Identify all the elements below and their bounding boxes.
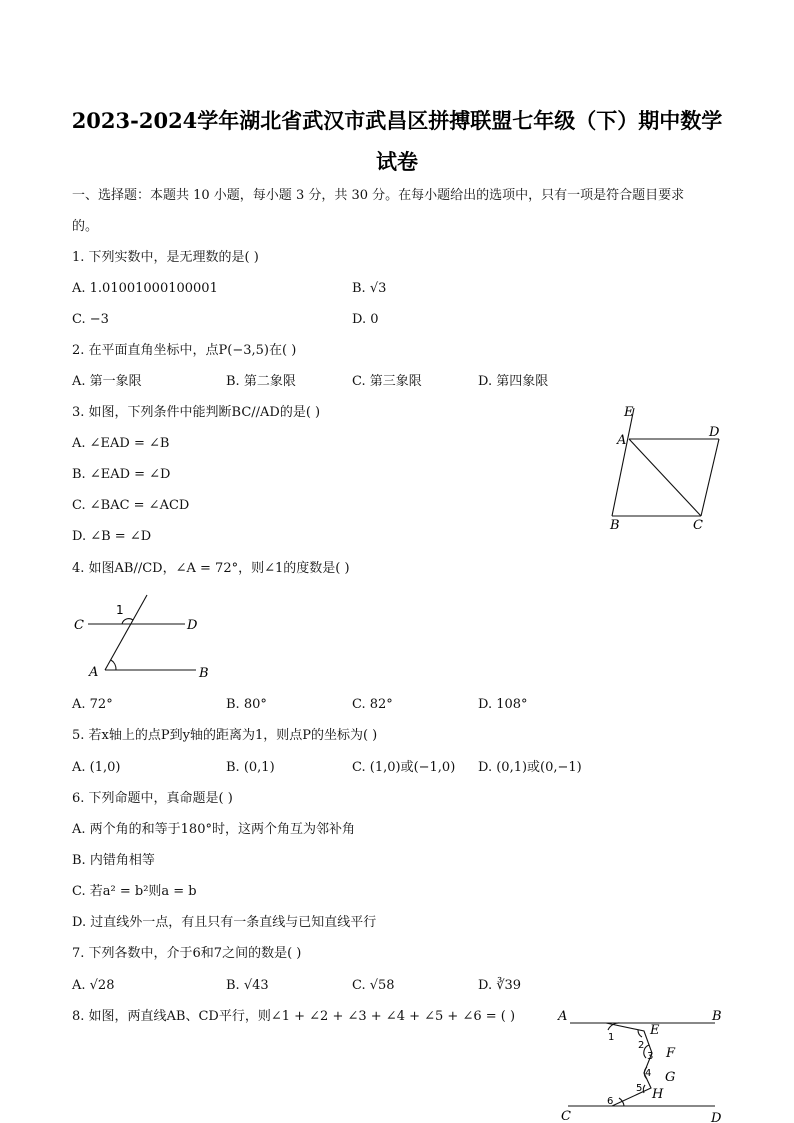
- fig3-label-a: A: [617, 433, 627, 448]
- question-3-option-c: C. ∠BAC = ∠ACD: [72, 498, 190, 513]
- fig8-label-f: F: [666, 1046, 676, 1061]
- question-3-option-b: B. ∠EAD = ∠D: [72, 467, 171, 482]
- question-4-figure: [70, 590, 220, 685]
- question-1-option-d: D. 0: [352, 312, 379, 327]
- question-1-stem: 1. 下列实数中，是无理数的是( ): [72, 250, 259, 265]
- question-3-option-a: A. ∠EAD = ∠B: [72, 436, 170, 451]
- fig8-angle-6: 6: [607, 1096, 614, 1107]
- fig8-angle-1: 1: [608, 1032, 615, 1043]
- fig8-angle-2: 2: [638, 1040, 645, 1051]
- fig8-label-b: B: [712, 1009, 722, 1024]
- fig8-angle-5: 5: [636, 1083, 643, 1094]
- section-heading-line2: 的。: [72, 219, 99, 234]
- fig4-label-1: 1: [116, 603, 124, 617]
- question-5-stem: 5. 若x轴上的点P到y轴的距离为1，则点P的坐标为( ): [72, 728, 378, 743]
- question-6-option-c: C. 若a² = b²则a = b: [72, 884, 197, 899]
- question-4-option-a: A. 72°: [72, 697, 113, 712]
- fig3-label-b: B: [610, 518, 620, 533]
- question-1-option-b: B. √3: [352, 281, 387, 296]
- question-5-option-b: B. (0,1): [226, 760, 275, 775]
- fig3-label-d: D: [709, 425, 720, 440]
- fig8-angle-4: 4: [645, 1068, 652, 1079]
- question-2-option-b: B. 第二象限: [226, 374, 296, 389]
- fig8-label-c: C: [561, 1109, 571, 1123]
- fig8-label-d: D: [711, 1111, 722, 1123]
- question-4-option-b: B. 80°: [226, 697, 267, 712]
- question-3-stem: 3. 如图，下列条件中能判断BC//AD的是( ): [72, 405, 321, 420]
- page-title-line2: 试卷: [376, 149, 418, 174]
- question-2-option-a: A. 第一象限: [72, 374, 142, 389]
- question-5-option-a: A. (1,0): [72, 760, 121, 775]
- question-6-option-b: B. 内错角相等: [72, 853, 155, 868]
- question-7-stem: 7. 下列各数中，介于6和7之间的数是( ): [72, 946, 302, 961]
- question-6-stem: 6. 下列命题中，真命题是( ): [72, 791, 233, 806]
- question-6-option-a: A. 两个角的和等于180°时，这两个角互为邻补角: [72, 822, 355, 837]
- fig8-label-g: G: [665, 1070, 676, 1085]
- question-4-option-c: C. 82°: [352, 697, 393, 712]
- fig4-label-b: B: [199, 666, 209, 681]
- question-3-option-d: D. ∠B = ∠D: [72, 529, 152, 544]
- question-8-figure: [550, 1000, 730, 1123]
- question-4-stem: 4. 如图AB//CD，∠A = 72°，则∠1的度数是( ): [72, 561, 350, 576]
- fig8-angle-3: 3: [647, 1051, 654, 1062]
- fig3-label-e: E: [624, 405, 634, 420]
- question-7-option-b: B. √43: [226, 978, 269, 993]
- fig8-label-h: H: [652, 1087, 664, 1102]
- question-1-option-c: C. −3: [72, 312, 109, 327]
- fig4-label-d: D: [187, 618, 198, 633]
- question-8-stem: 8. 如图，两直线AB、CD平行，则∠1 + ∠2 + ∠3 + ∠4 + ∠5 + ∠6 = ( ): [72, 1009, 516, 1024]
- question-2-option-c: C. 第三象限: [352, 374, 422, 389]
- question-5-option-d: D. (0,1)或(0,−1): [478, 760, 582, 775]
- fig8-label-a: A: [558, 1009, 568, 1024]
- question-2-stem: 2. 在平面直角坐标中，点P(−3,5)在( ): [72, 343, 297, 358]
- fig4-label-a: A: [89, 665, 99, 680]
- question-7-option-d: D. ∛39: [478, 978, 522, 993]
- fig4-label-c: C: [74, 618, 84, 633]
- section-heading: 一、选择题：本题共 10 小题，每小题 3 分，共 30 分。在每小题给出的选项中，只有一项是符合题目要求: [72, 188, 685, 203]
- question-7-option-c: C. √58: [352, 978, 395, 993]
- question-7-option-a: A. √28: [72, 978, 115, 993]
- question-5-option-c: C. (1,0)或(−1,0): [352, 760, 456, 775]
- question-3-figure: [600, 400, 740, 535]
- question-6-option-d: D. 过直线外一点，有且只有一条直线与已知直线平行: [72, 915, 377, 930]
- question-2-option-d: D. 第四象限: [478, 374, 549, 389]
- fig3-label-c: C: [693, 518, 703, 533]
- question-4-option-d: D. 108°: [478, 697, 528, 712]
- fig8-label-e: E: [650, 1023, 660, 1038]
- question-1-option-a: A. 1.01001000100001: [72, 281, 218, 296]
- page-title: 2023-2024学年湖北省武汉市武昌区拼搏联盟七年级（下）期中数学: [71, 108, 723, 133]
